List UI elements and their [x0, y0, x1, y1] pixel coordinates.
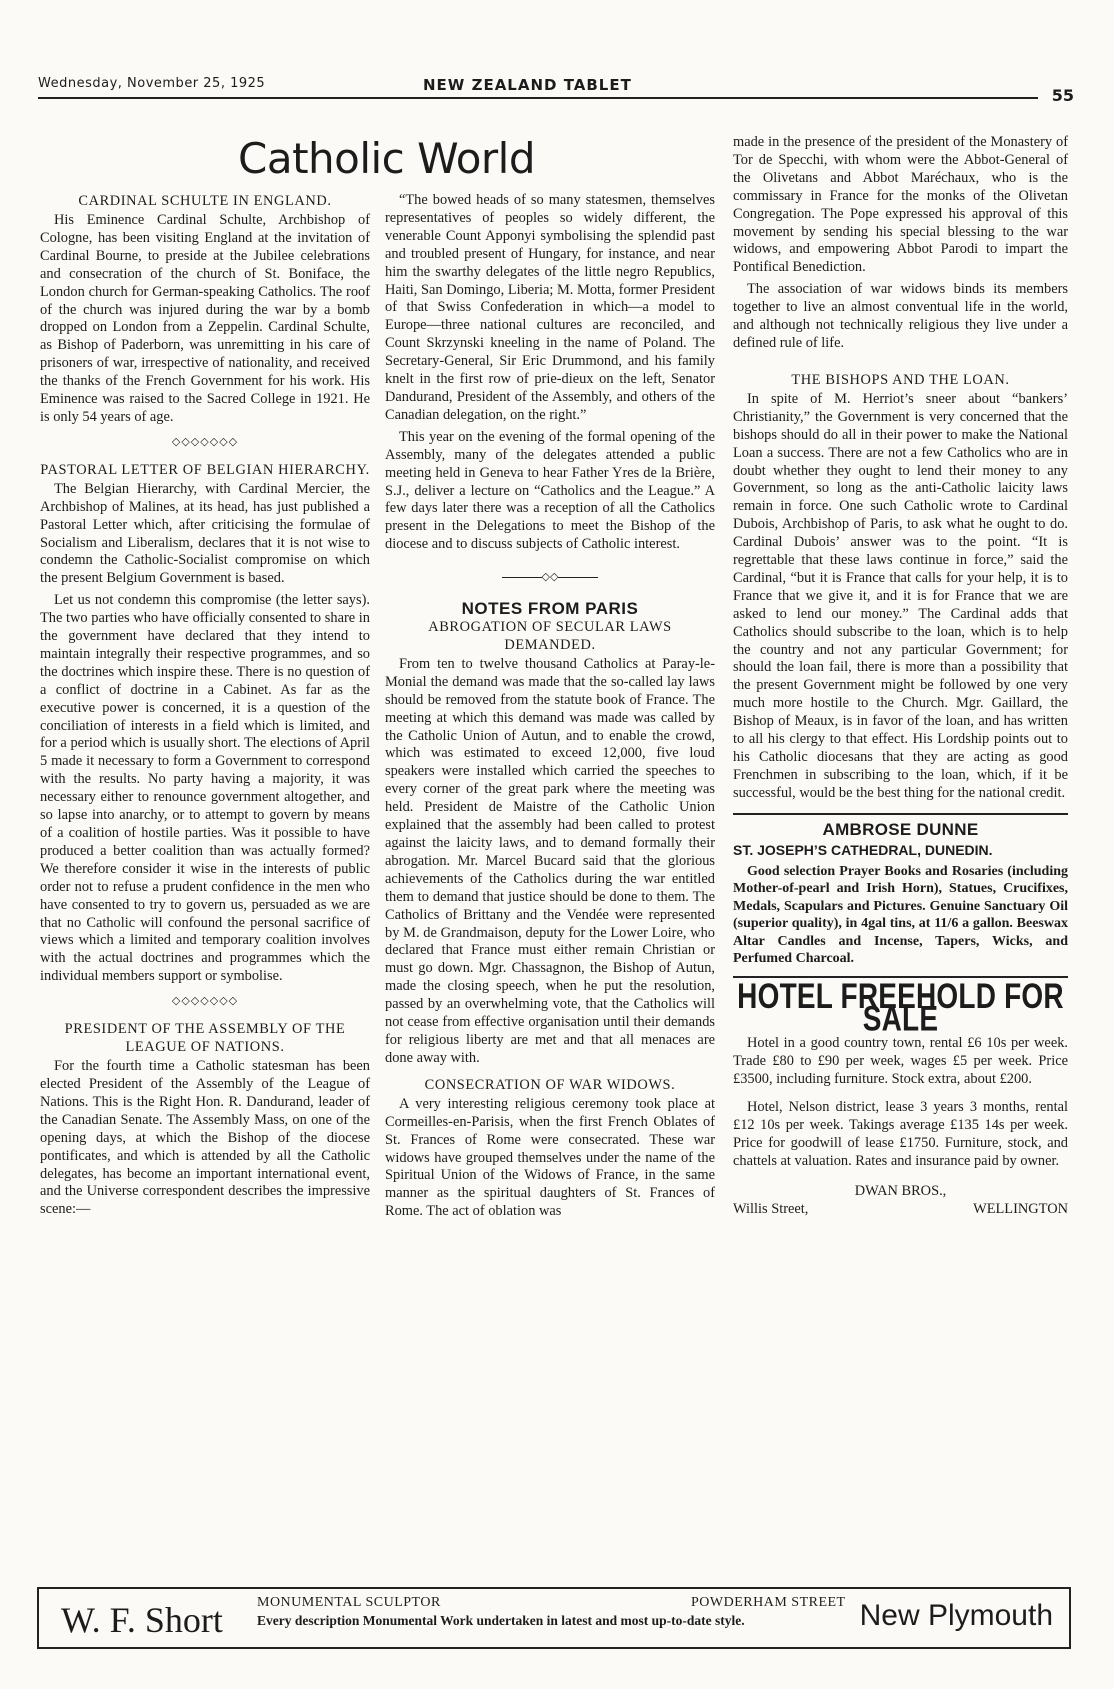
article-paragraph: The Belgian Hierarchy, with Cardinal Mercier, the Archbishop of Malines, at its head, has just published a Pastoral Letter which, after criticising the formulae of Socialism and Liberalism, declares that it is not wise to condemn the Catholic-Socialist compromise on which the present Belgium Government is based.	[40, 480, 370, 587]
column-2	[385, 192, 715, 1225]
ad-body: Good selection Prayer Books and Rosaries (including Mother-of-pearl and Irish Horn), Statues, Crucifixes, Medals, Scapulars and Pictures. Genuine Sanctuary Oil (superior quality), in 4gal tins, at 11/6 a gallon. Beeswax Altar Candles and Incense, Tapers, Wicks, and Perfumed Charcoal.	[733, 863, 1068, 967]
article-paragraph: Let us not condemn this compromise (the letter says). The two parties who have officially consented to share in the government have declared that they intend to maintain integrally their respective programmes, and so the doctrines which inspire these. There is no question of a conflict of doctrine in a Cabinet. As far as the executive power is concerned, it is a question of the conciliation of interests in a field which is limited, and for a period which is usually short. The elections of April 5 made it necessary to form a Government to correspond with the results. No party having a majority, it was necessary either to renounce government altogether, and so lapse into anarchy, or to attempt to govern by means of a coalition of hostile parties. Was it possible to have produced a better coalition than was actually formed? We therefore consider it wise in the interests of public order not to refuse a prudent confidence in the men who have consented to try to govern us, persuaded as we are that no Catholic will confound the personal sacrifice of views which a limited and temporary coalition involves with the actual doctrines and programmes which the individual members support or symbolise.	[40, 592, 370, 985]
ad-signature	[733, 1201, 1068, 1219]
article-heading: NOTES FROM PARIS	[461, 599, 639, 619]
article-heading: PASTORAL LETTER OF BELGIAN HIERARCHY.	[40, 461, 370, 478]
ornament-divider: ◇◇◇◇◇◇◇	[171, 434, 239, 448]
footer-advertisement	[37, 1587, 1071, 1649]
column-1	[40, 192, 370, 1223]
article-paragraph: A very interesting religious ceremony took place at Cormeilles-en-Parisis, when the first French Oblates of St. Frances of Rome were consecrated. These war widows have grouped themselves under the name of the Spiritual Union of the Widows of France, in the same manner as the spiritual daughters of St. Frances of Rome. The act of oblation was	[385, 1095, 715, 1220]
article-paragraph: From ten to twelve thousand Catholics at Paray-le-Monial the demand was made that the so-called lay laws should be removed from the statute book of France. The meeting at which this demand was made was called by the Catholic Union of Autun, and to enable the crowd, which was estimated to exceed 12,000, five loud speakers were installed which carried the speeches to every corner of the great park where the meeting was held. President de Maistre of the Catholic Union explained that the assembly had been called to protest against the laicity laws, and to demand formally their abrogation. Mr. Marcel Bucard said that the glorious achievements of the Catholics during the war entitled them to demand that justice should be done to them. The Catholics of Brittany and the Vendée were represented by M. de Grandmaison, deputy for the Lower Loire, who declared that France must either remain Christian or must go down. Mgr. Chassagnon, the Bishop of Autun, made the closing speech, when he put the resolution, passed by an overwhelming vote, that the Catholics will not cease from effective organisation until their demands for religious liberty are met and that all menaces are done away with.	[385, 655, 715, 1066]
footer-ad-name: W. F. Short	[61, 1600, 223, 1640]
article-heading: THE BISHOPS AND THE LOAN.	[791, 371, 1010, 388]
article-heading: PRESIDENT OF THE ASSEMBLY OF THE LEAGUE OF NATIONS.	[64, 1021, 346, 1056]
ad-signature-name: DWAN BROS.,	[854, 1182, 947, 1199]
page-header	[38, 74, 1078, 105]
header-date: Wednesday, November 25, 1925	[38, 76, 266, 91]
article-heading: CARDINAL SCHULTE IN ENGLAND.	[78, 193, 332, 209]
ad-address: ST. JOSEPH’S CATHEDRAL, DUNEDIN.	[733, 841, 993, 858]
ad-paragraph: Hotel, Nelson district, lease 3 years 3 months, rental £12 10s per week. Takings average £135 14s per week. Price for goodwill of lease £1750. Furniture, stock, and chattels at valuation. Rates and insurance paid by owner.	[733, 1099, 1068, 1169]
ad-name: AMBROSE DUNNE	[822, 819, 979, 839]
column-3	[733, 134, 1068, 1219]
ornament-divider	[385, 568, 715, 586]
article-paragraph: “The bowed heads of so many statesmen, themselves representatives of peoples so widely different, the venerable Count Apponyi symbolising the splendid past and troubled present of Hungary, for instance, and near him the swarthy delegates of the little negro Republics, Haiti, San Domingo, Liberia; M. Motta, former President of that Swiss Confederation in which—a model to Europe—three national cultures are reconciled, and Count Skrzynski kneeling in the name of Poland. The Secretary-General, Sir Eric Drummond, and his family knelt in the first row of prie-dieux on the left, Senator Dandurand, President of the Assembly, and others of the Canadian delegation, on the right.”	[385, 192, 715, 423]
ad-headline: HOTEL FREEHOLD FOR SALE	[737, 976, 1064, 1038]
page-number: 55	[1051, 86, 1074, 105]
article-paragraph: His Eminence Cardinal Schulte, Archbishop of Cologne, has been visiting England at the invitation of Cardinal Bourne, to preside at the Jubilee celebrations and consecration of the church of St. Boniface, the London church for German-speaking Catholics. The roof of the church was injured during the war by a bomb dropped on London from a Zeppelin. Cardinal Schulte, as Bishop of Paderborn, was unremitting in his care of prisoners of war, irrespective of nationality, and received the thanks of the French Government for his work. His Eminence was raised to the Sacred College in 1921. He is only 54 years of age.	[40, 212, 370, 425]
article-subheading: ABROGATION OF SECULAR LAWS DEMANDED.	[428, 618, 672, 653]
header-title: NEW ZEALAND TABLET	[423, 76, 632, 94]
article-paragraph: The association of war widows binds its members together to live an almost conventual life in the world, and although not technically religious they live under a defined rule of life.	[733, 281, 1068, 351]
section-title: Catholic World	[238, 134, 535, 183]
ornament-glyph: ◇◇	[541, 570, 559, 584]
footer-ad-city: New Plymouth	[859, 1599, 1053, 1632]
ad-signature-street: Willis Street,	[733, 1200, 809, 1217]
header-rule	[38, 97, 1038, 99]
ad-signature-city: WELLINGTON	[973, 1200, 1068, 1217]
article-paragraph: made in the presence of the president of the Monastery of Tor de Specchi, with whom were the Abbot-General of the Olivetans and Abbot Maréchaux, who is the commissary in France for the monks of the Olivetan Congregation. The Pope expressed his approval of this movement by sending his special blessing to the war widows, and empowering Abbot Parodi to impart the Pontifical Benediction.	[733, 134, 1068, 276]
article-heading: CONSECRATION OF WAR WIDOWS.	[424, 1076, 676, 1093]
article-paragraph: This year on the evening of the formal opening of the Assembly, many of the delegates attended a public meeting held in Geneva to hear Father Yres de la Brière, S.J., deliver a lecture on “Catholics and the League.” A few days later there was a reception of all the Catholics present in the Delegations to meet the Bishop of the diocese and to discuss subjects of Catholic interest.	[385, 428, 715, 553]
advertisement-ambrose-dunne	[733, 813, 1068, 978]
footer-ad-description: Every description Monumental Work undertaken in latest and most up-to-date style.	[257, 1613, 745, 1628]
advertisement-hotel	[733, 976, 1068, 1219]
article-paragraph: For the fourth time a Catholic statesman has been elected President of the Assembly of the League of Nations. This is the Right Hon. R. Dandurand, leader of the Canadian Senate. The Assembly Mass, on one of the opening days, at which the Bishop of the diocese pontificates, and which is attended by all the Catholic delegates, has become an important international event, and the Universe correspondent describes the impressive scene:—	[40, 1058, 370, 1218]
article-paragraph: In spite of M. Herriot’s sneer about “bankers’ Christianity,” the Government is very concerned that the bishops should do all in their power to make the National Loan a success. There are not a few Catholics who are in doubt whether they ought to lend their money to any Government, so long as the anti-Catholic laicity laws remain in force. One such Catholic wrote to Cardinal Dubois, Archbishop of Paris, to ask what he ought to do. Cardinal Dubois’ answer was to the point. “It is regrettable that these laws continue in force,” said the Cardinal, “but it is France that calls for your help, it is to France that we give it, and it is for France that we are asked to lend our money.” The Cardinal adds that Catholics should subscribe to the loan, which is to help the country and not any particular Government; for should the loan fail, there is more than a possibility that the present Government might be followed by one very much more hostile to the Church. Mgr. Gaillard, the Bishop of Meaux, is in favor of the loan, and has written to all his clergy to that effect. His Lordship points out to his Catholic diocesans that they are acting as good Frenchmen in subscribing to the loan, which, if it be successful, would be the best thing for the national credit.	[733, 390, 1068, 801]
ad-paragraph: Hotel in a good country town, rental £6 10s per week. Trade £80 to £90 per week, wages £5 per week. Price £3500, including furniture. Stock extra, about £200.	[733, 1035, 1068, 1088]
ornament-divider: ◇◇◇◇◇◇◇	[171, 994, 239, 1008]
footer-ad-trade: MONUMENTAL SCULPTOR	[257, 1595, 441, 1610]
footer-ad-street: POWDERHAM STREET	[691, 1595, 846, 1610]
